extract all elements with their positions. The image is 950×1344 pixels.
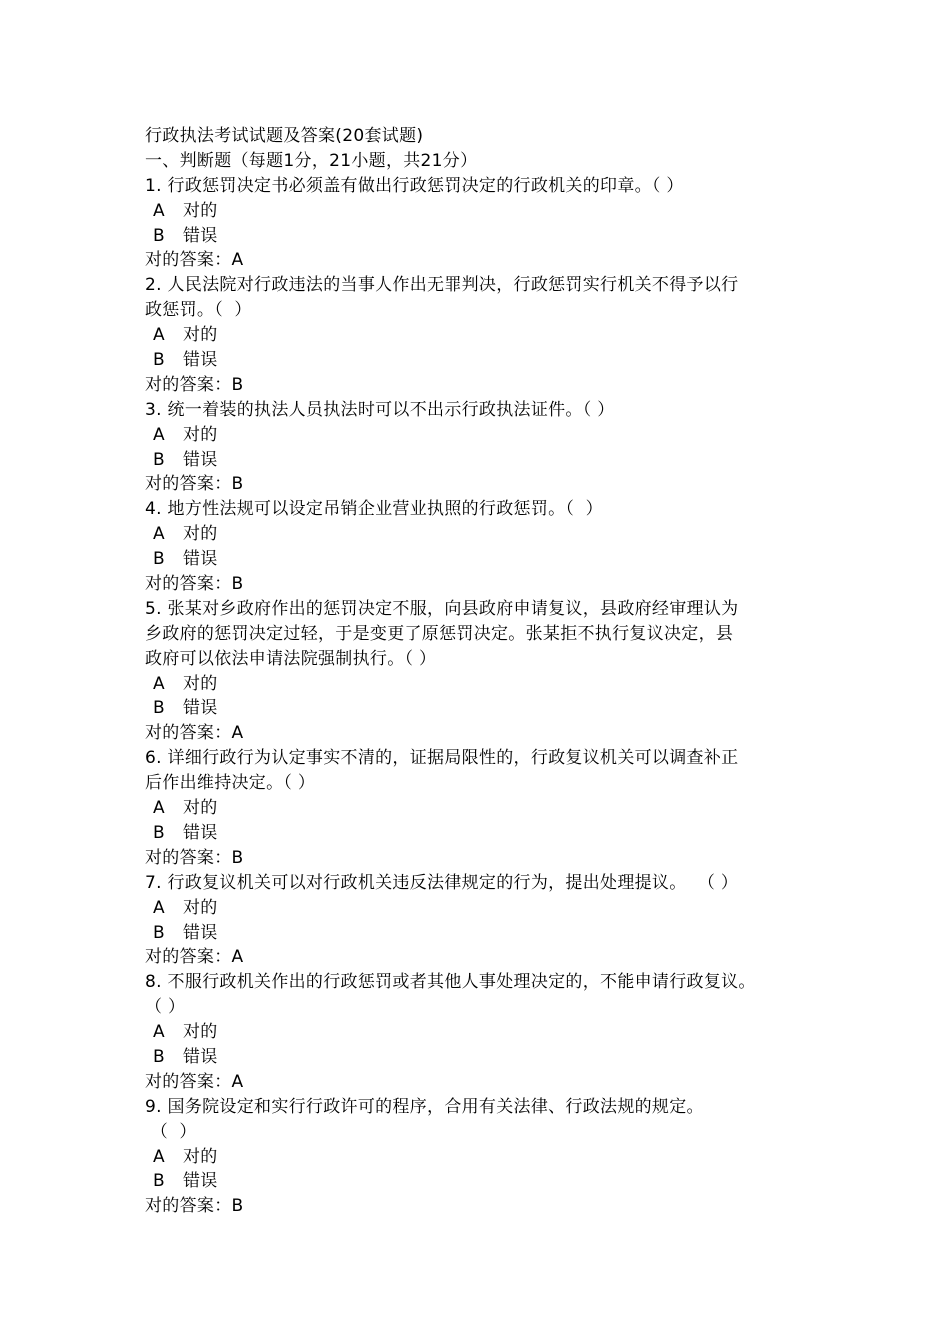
question-text: 3. 统一着装的执法人员执法时可以不出示行政执法证件。（ ） (145, 399, 615, 420)
option-a (145, 323, 825, 348)
question-text: 9. 国务院设定和实行行政许可的程序，合用有关法律、行政法规的规定。 (145, 1096, 704, 1117)
option-b (145, 224, 825, 249)
section-heading: 一、判断题（每题1分，21小题，共21分） (145, 150, 478, 171)
option-letter: B (153, 225, 165, 246)
option-b (145, 696, 825, 721)
option-text: 对的 (183, 897, 218, 918)
question-block (145, 398, 825, 498)
option-letter: A (153, 325, 165, 346)
answer-line: 对的答案：B (145, 574, 244, 595)
option-letter: A (153, 200, 165, 221)
option-b (145, 448, 825, 473)
question-text: 政府可以依法申请法院强制执行。（ ） (145, 648, 437, 669)
answer-line: 对的答案：B (145, 847, 244, 868)
answer-line: 对的答案：A (145, 723, 244, 744)
question-text: 8. 不服行政机关作出的行政惩罚或者其他人事处理决定的，不能申请行政复议。 (145, 972, 756, 993)
option-text: 错误 (183, 922, 218, 943)
option-text: 对的 (183, 200, 218, 221)
question-text: 2. 人民法院对行政违法的当事人作出无罪判决，行政惩罚实行机关不得予以行 (145, 275, 739, 296)
option-text: 错误 (183, 822, 218, 843)
option-letter: A (153, 673, 165, 694)
option-text: 错误 (183, 549, 218, 570)
question-text: 1. 行政惩罚决定书必须盖有做出行政惩罚决定的行政机关的印章。（ ） (145, 175, 684, 196)
option-letter: B (153, 1171, 165, 1192)
question-text: 6. 详细行政行为认定事实不清的，证据局限性的，行政复议机关可以调查补正 (145, 748, 739, 769)
option-letter: A (153, 524, 165, 545)
option-text: 对的 (183, 673, 218, 694)
question-text: 7. 行政复议机关可以对行政机关违反法律规定的行为，提出处理提议。 （ ） (145, 872, 739, 893)
question-text: 4. 地方性法规可以设定吊销企业营业执照的行政惩罚。（ ） (145, 499, 603, 520)
option-text: 错误 (183, 350, 218, 371)
option-letter: A (153, 897, 165, 918)
option-text: 错误 (183, 698, 218, 719)
question-text: 5. 张某对乡政府作出的惩罚决定不服，向县政府申请复议，县政府经审理认为 (145, 598, 739, 619)
answer-line: 对的答案：A (145, 947, 244, 968)
option-b (145, 821, 825, 846)
option-letter: A (153, 798, 165, 819)
option-text: 对的 (183, 1146, 218, 1167)
question-block (145, 597, 825, 746)
option-letter: A (153, 1022, 165, 1043)
option-letter: B (153, 350, 165, 371)
option-a (145, 796, 825, 821)
option-text: 对的 (183, 1022, 218, 1043)
option-text: 错误 (183, 225, 218, 246)
option-text: 错误 (183, 1046, 218, 1067)
option-letter: B (153, 922, 165, 943)
option-letter: B (153, 822, 165, 843)
question-text: 政惩罚。（ ） (145, 300, 252, 321)
option-text: 对的 (183, 424, 218, 445)
option-text: 对的 (183, 325, 218, 346)
option-letter: B (153, 449, 165, 470)
option-letter: A (153, 1146, 165, 1167)
option-text: 对的 (183, 524, 218, 545)
question-text: 后作出维持决定。（ ） (145, 773, 316, 794)
option-a (145, 199, 825, 224)
option-letter: A (153, 424, 165, 445)
question-block (145, 871, 825, 971)
option-a (145, 522, 825, 547)
document-title: 行政执法考试试题及答案(20套试题) (145, 126, 424, 146)
question-block (145, 1095, 825, 1219)
answer-line: 对的答案：B (145, 374, 244, 395)
option-b (145, 547, 825, 572)
option-text: 错误 (183, 1171, 218, 1192)
option-a (145, 672, 825, 697)
question-block (145, 497, 825, 597)
answer-line: 对的答案：B (145, 474, 244, 495)
option-text: 错误 (183, 449, 218, 470)
question-text: （ ） (145, 1121, 197, 1142)
answer-line: 对的答案：A (145, 1071, 244, 1092)
option-a (145, 423, 825, 448)
option-letter: B (153, 1046, 165, 1067)
question-block (145, 746, 825, 870)
question-block (145, 970, 825, 1094)
question-block (145, 174, 825, 274)
option-a (145, 896, 825, 921)
question-block (145, 273, 825, 397)
option-letter: B (153, 549, 165, 570)
option-b (145, 348, 825, 373)
question-text: （ ） (145, 997, 186, 1018)
question-text: 乡政府的惩罚决定过轻，于是变更了原惩罚决定。张某拒不执行复议决定，县 (145, 623, 734, 644)
option-a (145, 1145, 825, 1170)
option-a (145, 1020, 825, 1045)
document-body (145, 124, 825, 1219)
option-b (145, 1045, 825, 1070)
option-b (145, 1169, 825, 1194)
option-text: 对的 (183, 798, 218, 819)
answer-line: 对的答案：B (145, 1196, 244, 1217)
option-letter: B (153, 698, 165, 719)
option-b (145, 921, 825, 946)
answer-line: 对的答案：A (145, 250, 244, 271)
